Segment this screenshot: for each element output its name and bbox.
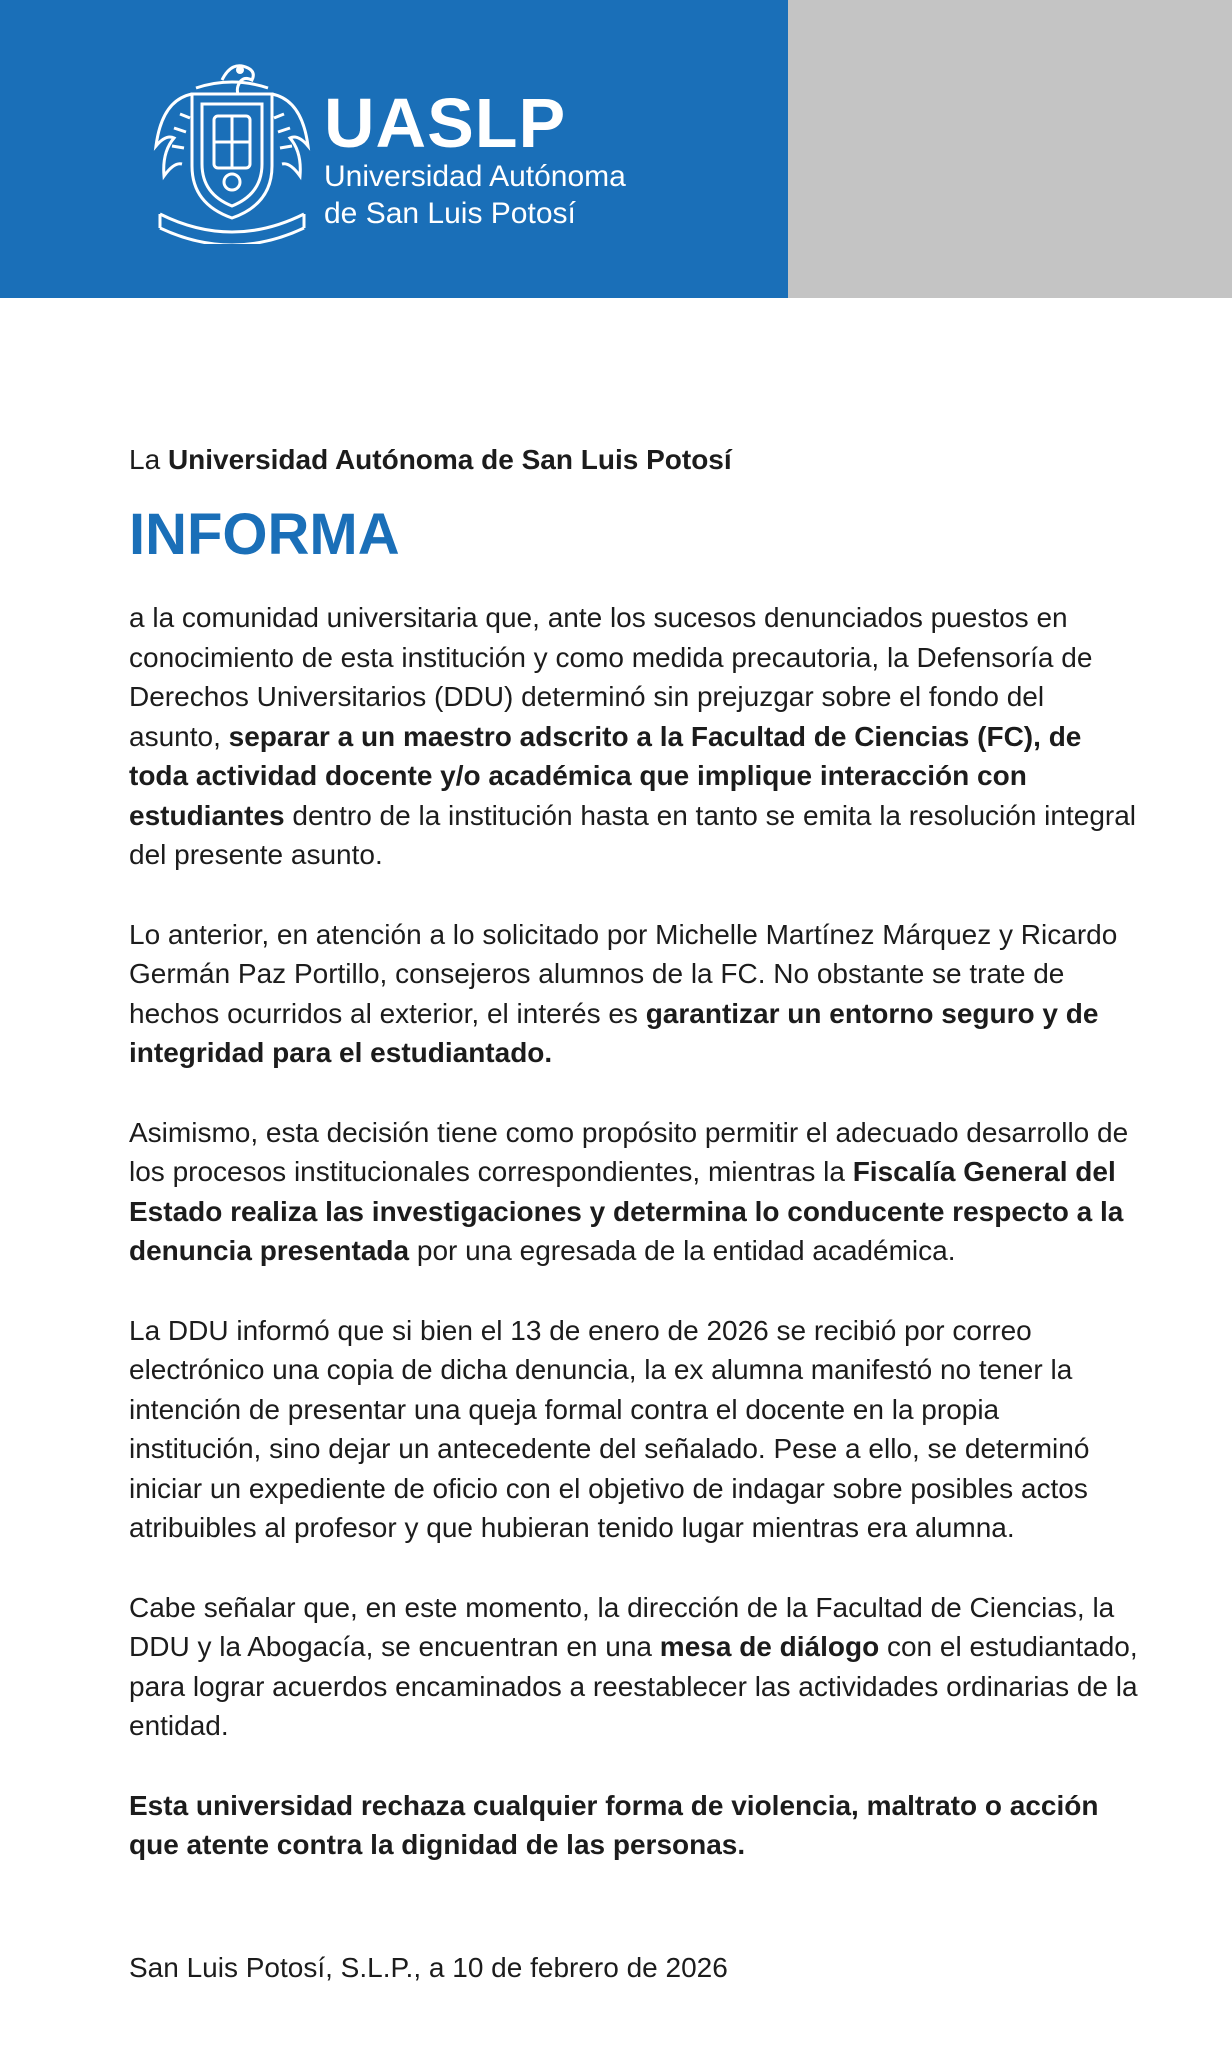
paragraph-6 bbox=[129, 1786, 1139, 1865]
paragraph-1-text-b: dentro de la institución hasta en tanto se emita la resolución integral del presente asunto. bbox=[129, 799, 1137, 870]
informa-heading: INFORMA bbox=[129, 502, 400, 567]
paragraph-3 bbox=[129, 1113, 1139, 1271]
paragraph-1 bbox=[129, 598, 1139, 875]
paragraph-2 bbox=[129, 915, 1139, 1073]
paragraph-5-text-b: con el estudiantado, para lograr acuerdos encaminados a reestablecer las actividades ordinarias de la entidad. bbox=[129, 1631, 1138, 1741]
paragraph-1-bold: separar a un maestro adscrito a la Facultad de Ciencias (FC), de toda actividad docente y/o académica que implique interacción con estudiantes bbox=[129, 720, 1082, 831]
paragraph-5-text-a: Cabe señalar que, en este momento, la dirección de la Facultad de Ciencias, la DDU y la Abogacía, se encuentran en una bbox=[129, 1591, 1115, 1662]
header-banner bbox=[0, 0, 1232, 298]
statement-body bbox=[129, 434, 1139, 1905]
brand-block bbox=[324, 84, 626, 232]
paragraph-1-text-a: a la comunidad universitaria que, ante los sucesos denunciados puestos en conocimiento de esta institución y como medida precautoria, la Defensoría de Derechos Universitarios (DDU) determinó sin prejuzgar sobre el fondo del asunto, bbox=[129, 602, 1093, 752]
paragraph-4 bbox=[129, 1311, 1139, 1548]
brand-name-line-1: Universidad Autónoma bbox=[324, 160, 626, 193]
brand-acronym: UASLP bbox=[324, 84, 567, 162]
intro-line bbox=[129, 434, 1139, 486]
university-seal-icon bbox=[152, 54, 312, 244]
paragraph-5-bold: mesa de diálogo bbox=[659, 1631, 880, 1662]
date-line: San Luis Potosí, S.L.P., a 10 de febrero de 2026 bbox=[129, 1952, 728, 1983]
paragraph-6-bold: Esta universidad rechaza cualquier forma de violencia, maltrato o acción que atente contra la dignidad de las personas. bbox=[129, 1789, 1099, 1860]
paragraph-3-text-a: Asimismo, esta decisión tiene como propósito permitir el adecuado desarrollo de los procesos institucionales correspondientes, mientras la bbox=[129, 1116, 1129, 1187]
brand-name-line-2: de San Luis Potosí bbox=[324, 197, 576, 230]
intro-prefix: La bbox=[129, 444, 168, 475]
paragraph-5 bbox=[129, 1588, 1139, 1746]
paragraph-2-bold: garantizar un entorno seguro y de integridad para el estudiantado. bbox=[129, 997, 1099, 1068]
paragraph-3-bold: Fiscalía General del Estado realiza las investigaciones y determina lo conducente respecto a la denuncia presentada bbox=[129, 1156, 1124, 1266]
paragraph-4-text: La DDU informó que si bien el 13 de enero de 2026 se recibió por correo electrónico una copia de dicha denuncia, la ex alumna manifestó no tener la intención de presentar una queja formal contra el docente en la propia institución, sino dejar un antecedente del señalado. Pese a ello, se determinó iniciar un expediente de oficio con el objetivo de indagar sobre posibles actos atribuibles al profesor y que hubieran tenido lugar mientras era alumna. bbox=[129, 1314, 1090, 1543]
header-gray-panel bbox=[788, 0, 1232, 298]
intro-institution-name: Universidad Autónoma de San Luis Potosí bbox=[167, 444, 732, 475]
paragraph-2-text-a: Lo anterior, en atención a lo solicitado por Michelle Martínez Márquez y Ricardo Germán Paz Portillo, consejeros alumnos de la FC. No obstante se trate de hechos ocurridos al exterior, el interés es bbox=[129, 918, 1118, 1029]
paragraph-3-text-b: por una egresada de la entidad académica. bbox=[409, 1235, 956, 1266]
